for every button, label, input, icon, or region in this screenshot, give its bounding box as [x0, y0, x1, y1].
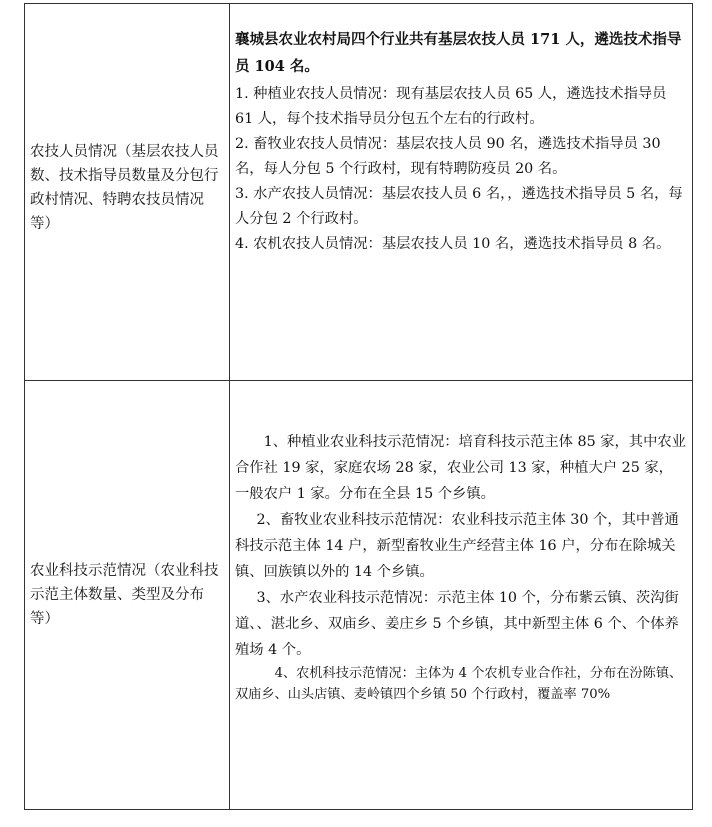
row1-item-aquatic: 3. 水产农技人员情况：基层农技人员 6 名，，遴选技术指导员 5 名，每人分包 2 个行政村。 [235, 186, 683, 227]
row2-item-aquatic: 3、水产农业科技示范情况：示范主体 10 个，分布紫云镇、茨沟街道、、湛北乡、双庙乡、姜庄乡 5 个乡镇，其中新型主体 6 个、个体养殖场 4 个。 [235, 590, 679, 658]
row2-item-planting: 1、种植业农业科技示范情况：培育科技示范主体 85 家，其中农业合作社 19 家，家庭农场 28 家，农业公司 13 家，种植大户 25 家，一般农户 1 家。分布在全县 15 个乡镇。 [235, 434, 686, 502]
info-table [24, 3, 693, 810]
row1-content [235, 26, 687, 257]
row2-content [235, 429, 687, 705]
column-divider [229, 4, 230, 809]
row2-label: 农业科技示范情况（农业科技示范主体数量、类型及分布等） [30, 563, 219, 627]
row2-item-livestock: 2、畜牧业农业科技示范情况：农业科技示范主体 30 个，其中普通科技示范主体 14 户，新型畜牧业生产经营主体 16 户，分布在除城关镇、回族镇以外的 14 个乡镇。 [235, 512, 679, 580]
row1-item-livestock: 2. 畜牧业农技人员情况：基层农技人员 90 名，遴选技术指导员 30 名，每人分包 5 个行政村，现有特聘防疫员 20 名。 [235, 136, 661, 177]
row2-item-machinery: 4、农机科技示范情况：主体为 4 个农机专业合作社，分布在汾陈镇、双庙乡、山头店镇、麦岭镇四个乡镇 50 个行政村，覆盖率 70% [235, 666, 683, 702]
row1-summary: 襄城县农业农村局四个行业共有基层农技人员 171 人，遴选技术指导员 104 名。 [235, 31, 682, 75]
row1-item-planting: 1. 种植业农技人员情况：现有基层农技人员 65 人，遴选技术指导员 61 人，每个技术指导员分包五个左右的行政村。 [235, 86, 667, 127]
row1-label: 农技人员情况（基层农技人员数、技术指导员数量及分包行政村情况、特聘农技员情况等） [30, 144, 219, 232]
row1-item-machinery: 4. 农机农技人员情况：基层农技人员 10 名，遴选技术指导员 8 名。 [235, 236, 671, 252]
row-divider [25, 380, 692, 381]
